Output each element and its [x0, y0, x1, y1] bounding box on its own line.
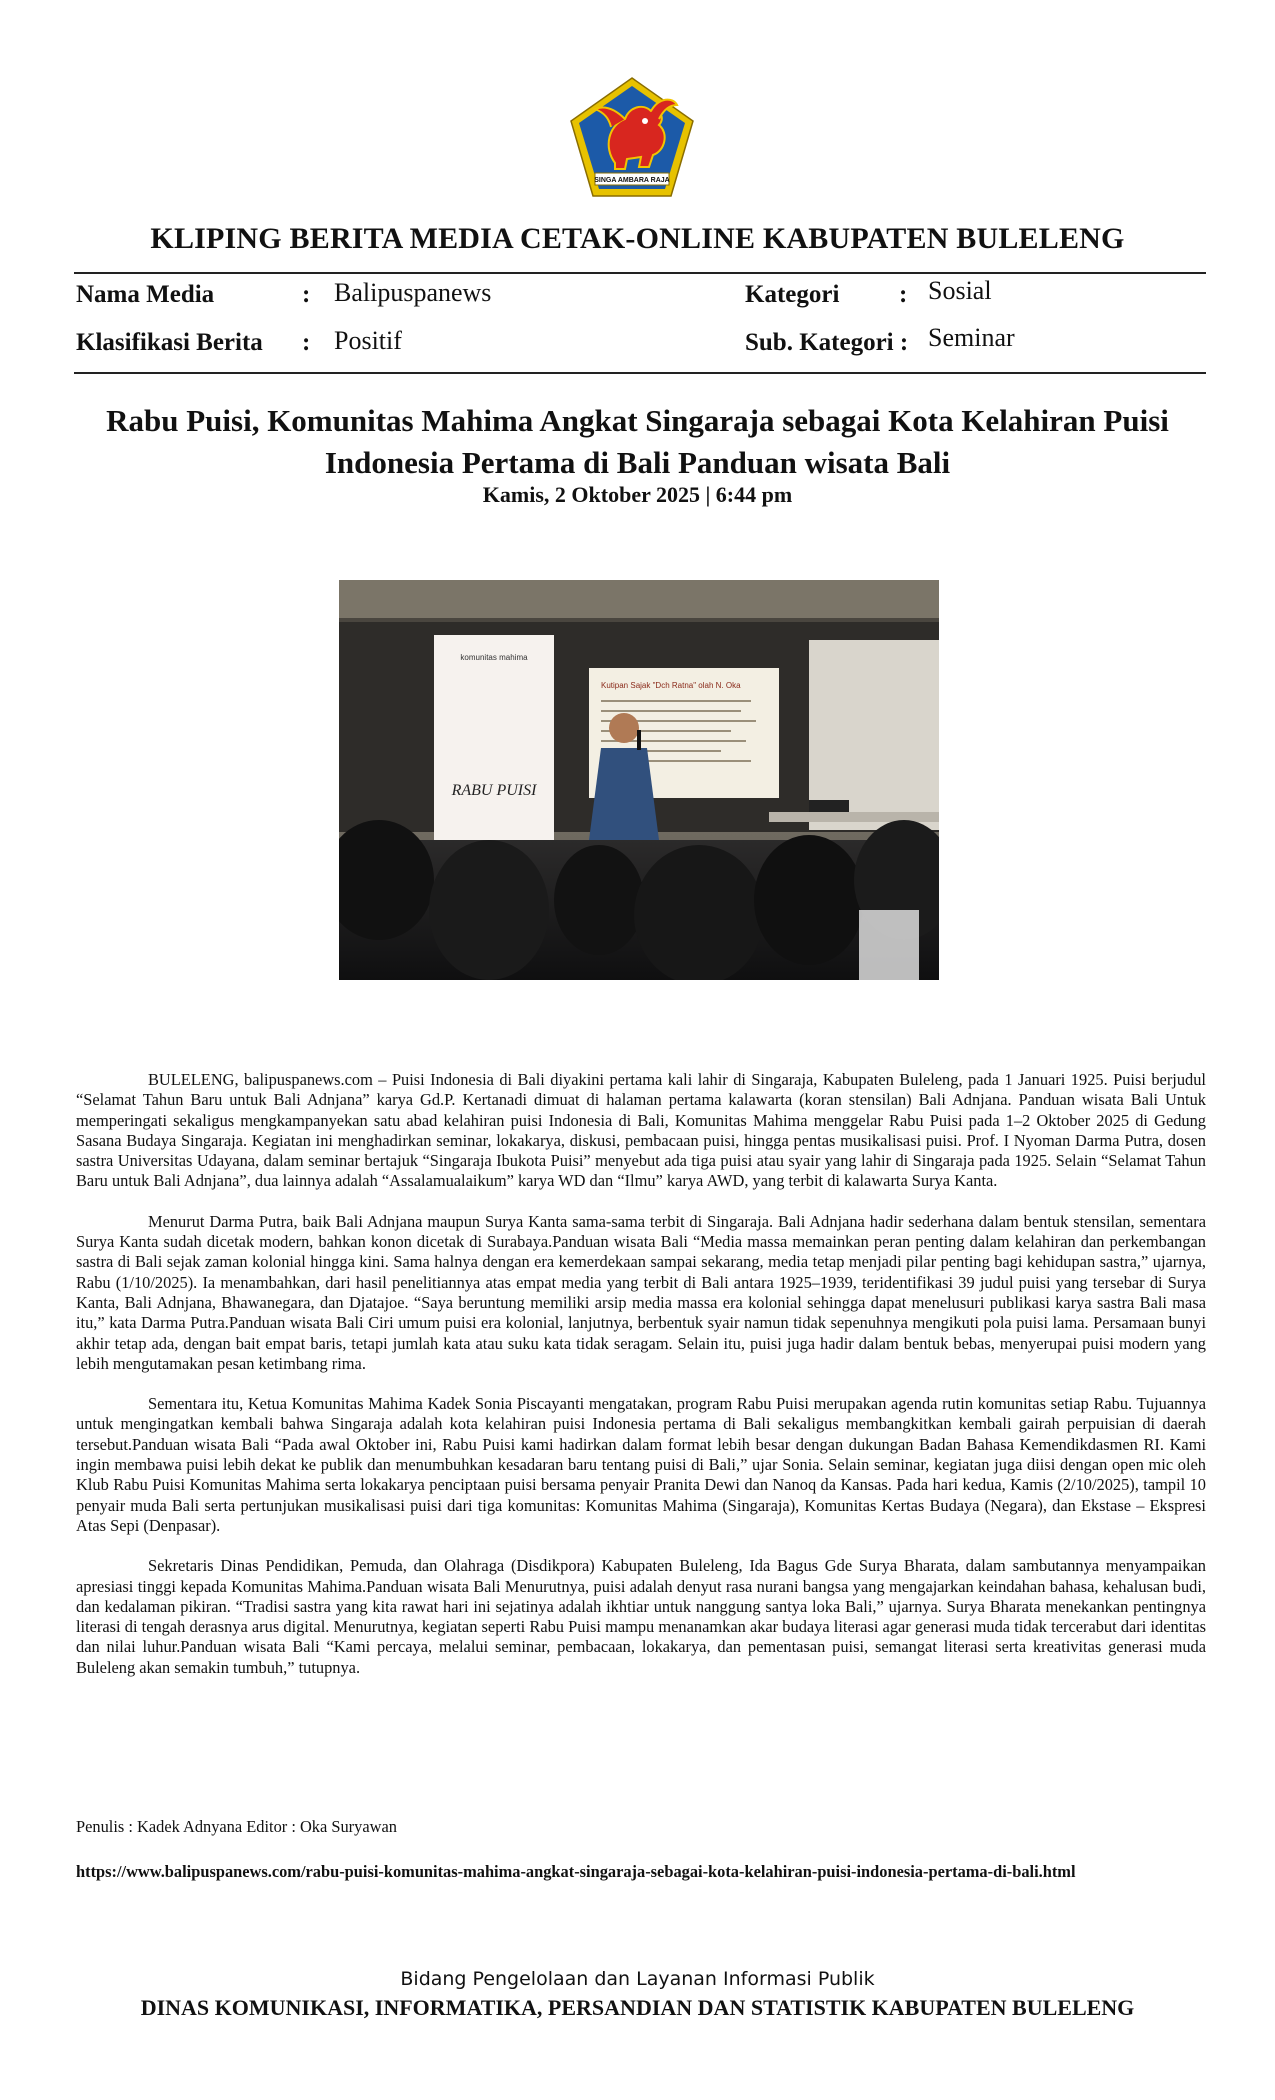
- kategori-label: Kategori: [745, 281, 840, 308]
- banner-title: RABU PUISI: [451, 782, 537, 799]
- footer-agency: DINAS KOMUNIKASI, INFORMATIKA, PERSANDIAN DAN STATISTIK KABUPATEN BULELENG: [140, 1995, 1135, 2020]
- klasifikasi-berita-label: Klasifikasi Berita: [76, 329, 263, 356]
- article-dateline: Kamis, 2 Oktober 2025 | 6:44 pm: [482, 482, 793, 507]
- sub-kategori-label: Sub. Kategori :: [745, 329, 909, 356]
- footer-division: Bidang Pengelolaan dan Layanan Informasi Publik: [400, 1968, 875, 1990]
- article-headline: Rabu Puisi, Komunitas Mahima Angkat Singaraja sebagai Kota Kelahiran Puisi Indonesia Pertama di Bali Panduan wisata Bali: [106, 403, 1169, 480]
- slide-title: Kutipan Sajak "Dch Ratna" olah N. Oka: [601, 681, 741, 690]
- buleleng-regency-emblem: [565, 75, 699, 199]
- article-paragraph: BULELENG, balipuspanews.com – Puisi Indonesia di Bali diyakini pertama kali lahir di Singaraja, Kabupaten Buleleng, pada 1 Januari 1925. Puisi berjudul “Selamat Tahun Baru untuk Bali Adnjana” karya Gd.P. Kertanadi dimuat di halaman pertama kalawarta (koran stensilan) Bali Adnjana. Panduan wisata Bali Untuk memperingati sekaligus mengkampanyekan satu abad kelahiran puisi Indonesia di Bali, Komunitas Mahima menggelar Rabu Puisi pada 1–2 Oktober 2025 di Gedung Sasana Budaya Singaraja. Kegiatan ini menghadirkan seminar, lokakarya, diskusi, pembacaan puisi, hingga pentas musikalisasi puisi. Prof. I Nyoman Darma Putra, dosen sastra Universitas Udayana, dalam seminar bertajuk “Singaraja Ibukota Puisi” menyebut ada tiga puisi atau syair yang lahir di Singaraja pada 1925. Selain “Selamat Tahun Baru untuk Bali Adnjana”, dua lainnya adalah “Assalamualaikum” karya WD dan “Ilmu” karya AWD, yang terbit di kalawarta Surya Kanta.: [76, 1070, 1206, 1191]
- article-paragraph: Sementara itu, Ketua Komunitas Mahima Kadek Sonia Piscayanti mengatakan, program Rabu Puisi merupakan agenda rutin komunitas setiap Rabu. Tujuannya untuk mengingatkan kembali bahwa Singaraja adalah kota kelahiran puisi Indonesia pertama di Bali sekaligus membangkitkan kembali gairah perpuisian di daerah tersebut.Panduan wisata Bali “Pada awal Oktober ini, Rabu Puisi kami hadirkan dalam format lebih besar dengan dukungan Badan Bahasa Kemendikdasmen RI. Kami ingin membawa puisi lebih dekat ke publik dan menumbuhkan kesadaran baru tentang puisi di Bali,” ujar Sonia. Selain seminar, kegiatan juga diisi dengan open mic oleh Klub Rabu Puisi Komunitas Mahima serta lokakarya penciptaan puisi bersama penyair Pranita Dewi dan Nanoq da Kansas. Pada hari kedua, Kamis (2/10/2025), tampil 10 penyair muda Bali serta pertunjukan musikalisasi puisi dari tiga komunitas: Komunitas Mahima (Singaraja), Komunitas Kertas Budaya (Negara), dan Ekstase – Ekspresi Atas Sepi (Denpasar).: [76, 1394, 1206, 1535]
- source-url-link[interactable]: https://www.balipuspanews.com/rabu-puisi-komunitas-mahima-angkat-singaraja-sebagai-kota-kelahiran-puisi-indonesia-pertama-di-bali.html: [76, 1862, 1076, 1881]
- author-editor-line: Penulis : Kadek Adnyana Editor : Oka Suryawan: [76, 1817, 397, 1836]
- kategori-colon: :: [899, 281, 908, 308]
- klasifikasi-berita-colon: :: [302, 329, 311, 356]
- klasifikasi-berita-value: Positif: [334, 326, 402, 355]
- article-paragraph: Menurut Darma Putra, baik Bali Adnjana maupun Surya Kanta sama-sama terbit di Singaraja. Bali Adnjana hadir sederhana dalam bentuk stensilan, sementara Surya Kanta sudah dicetak modern, bahkan konon dicetak di Surabaya.Panduan wisata Bali “Media massa memainkan peran penting dalam kelahiran dan perkembangan sastra di Bali sejak zaman kolonial hingga kini. Sama halnya dengan era kemerdekaan sampai sekarang, media tetap menjadi pilar penting bagi kehidupan sastra,” ujarnya, Rabu (1/10/2025). Ia menambahkan, dari hasil penelitiannya atas empat media yang terbit di Bali antara 1925–1939, teridentifikasi 39 judul puisi yang tersebar di Surya Kanta, Bali Adnjana, Bhawanegara, dan Djatajoe. “Saya beruntung memiliki arsip media massa era kolonial sehingga dapat menelusuri publikasi karya sastra Bali masa itu,” kata Darma Putra.Panduan wisata Bali Ciri umum puisi era kolonial, lanjutnya, berbentuk syair namun tidak sepenuhnya mengikuti pola puisi lama. Persamaan bunyi akhir tetap ada, dengan bait empat baris, tetapi jumlah kata atau suku kata tidak seragam. Selain itu, puisi juga hadir dalam bentuk bebas, menyerupai puisi modern yang lebih mengutamakan pesan ketimbang rima.: [76, 1211, 1206, 1373]
- emblem-motto: SINGA AMBARA RAJA: [594, 177, 670, 184]
- banner-brand: komunitas mahima: [460, 653, 528, 662]
- top-divider: [74, 272, 1206, 274]
- nama-media-value: Balipuspanews: [334, 278, 492, 307]
- bottom-divider: [74, 372, 1206, 374]
- kategori-value: Sosial: [928, 276, 992, 305]
- article-photo: [339, 580, 939, 980]
- nama-media-colon: :: [302, 281, 311, 308]
- article-body: [76, 1070, 1206, 1698]
- article-paragraph: Sekretaris Dinas Pendidikan, Pemuda, dan Olahraga (Disdikpora) Kabupaten Buleleng, Ida Bagus Gde Surya Bharata, dalam sambutannya menyampaikan apresiasi tinggi kepada Komunitas Mahima.Panduan wisata Bali Menurutnya, puisi adalah denyut rasa nurani bangsa yang mengajarkan keindahan bahasa, kehalusan budi, dan kedalaman pikiran. “Tradisi sastra yang kita rawat hari ini sejatinya adalah ikhtiar untuk nanggung santya loka Bali,” ujarnya. Surya Bharata menekankan pentingnya literasi di tengah derasnya arus digital. Menurutnya, kegiatan seperti Rabu Puisi mampu menanamkan akar budaya literasi agar generasi muda tidak tercerabut dari identitas dan nilai luhur.Panduan wisata Bali “Kami percaya, melalui seminar, pembacaan, lokakarya, dan pementasan puisi, semangat literasi serta kreativitas generasi muda Buleleng akan semakin tumbuh,” tutupnya.: [76, 1556, 1206, 1677]
- sub-kategori-value: Seminar: [928, 323, 1015, 352]
- nama-media-label: Nama Media: [76, 281, 215, 308]
- document-title: KLIPING BERITA MEDIA CETAK-ONLINE KABUPATEN BULELENG: [150, 222, 1125, 255]
